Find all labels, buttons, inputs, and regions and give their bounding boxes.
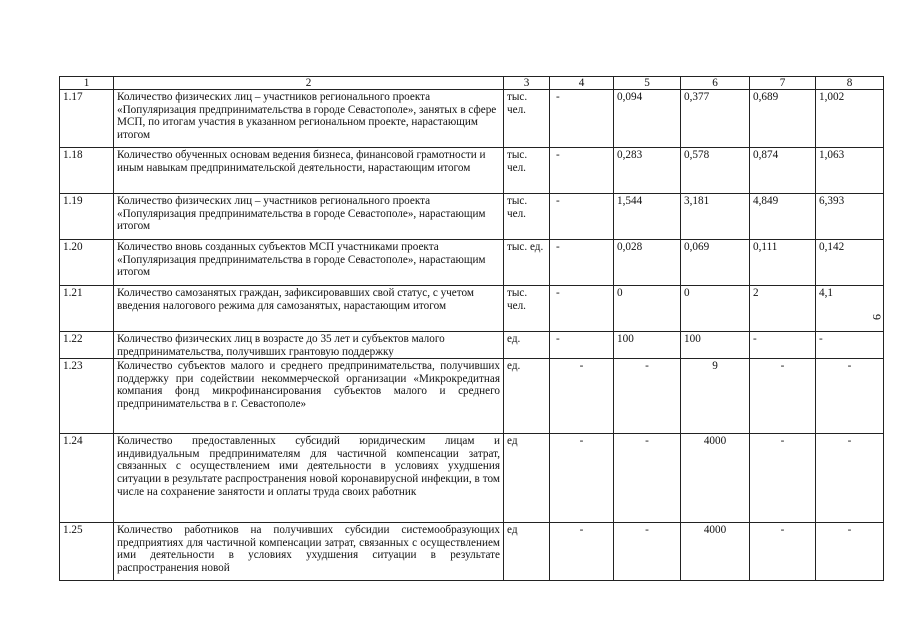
value-col-7: - <box>750 434 816 523</box>
indicator-description: Количество работников на получивших субсидии системообразующих предприятиях для частичной компенсации затрат, связанных с осуществлением ими деятельности в условиях ухудшения ситуации в результате распространения новой <box>114 523 504 581</box>
row-number: 1.17 <box>60 90 114 148</box>
value-col-5: 100 <box>614 332 681 359</box>
value-col-7: 0,874 <box>750 148 816 194</box>
table-row <box>60 90 884 148</box>
value-col-7: 0,111 <box>750 240 816 286</box>
value-col-8: 1,063 <box>816 148 884 194</box>
table-row <box>60 194 884 240</box>
unit-cell: ед. <box>504 332 550 359</box>
value-col-6: 0 <box>681 286 750 332</box>
unit-cell: тыс. чел. <box>504 194 550 240</box>
header-cell: 1 <box>60 77 114 90</box>
indicator-description: Количество обученных основам ведения бизнеса, финансовой грамотности и иным навыкам предпринимательской деятельности, нарастающим итогом <box>114 148 504 194</box>
value-col-5: - <box>614 359 681 434</box>
indicator-description: Количество физических лиц – участников регионального проекта «Популяризация предпринимательства в городе Севастополе», нарастающим итогом <box>114 194 504 240</box>
indicator-description: Количество предоставленных субсидий юридическим лицам и индивидуальным предпринимателям для частичной компенсации затрат, связанных с осуществлением ими деятельности в условиях ухудшения ситуации в результате распространения новой коронавирусной инфекции, в том числе на сохранение занятости и оплаты труда своих работник <box>114 434 504 523</box>
value-col-8: 0,142 <box>816 240 884 286</box>
value-col-8: - <box>816 434 884 523</box>
unit-cell: тыс. чел. <box>504 90 550 148</box>
row-number: 1.20 <box>60 240 114 286</box>
value-col-8: - <box>816 523 884 581</box>
value-col-5: 0,028 <box>614 240 681 286</box>
header-cell: 7 <box>750 77 816 90</box>
value-col-6: 100 <box>681 332 750 359</box>
indicator-description: Количество вновь созданных субъектов МСП участниками проекта «Популяризация предпринимательства в городе Севастополе», нарастающим итогом <box>114 240 504 286</box>
unit-cell: тыс. чел. <box>504 286 550 332</box>
indicator-description: Количество субъектов малого и среднего предпринимательства, получивших поддержку при содействии некоммерческой организации «Микрокредитная компания фонд микрофинансирования субъектов малого и среднего предпринимательства в г. Севастополе» <box>114 359 504 434</box>
header-row <box>60 77 884 90</box>
value-col-4: - <box>550 332 614 359</box>
unit-cell: ед. <box>504 359 550 434</box>
value-col-5: 0 <box>614 286 681 332</box>
unit-cell: ед <box>504 523 550 581</box>
row-number: 1.19 <box>60 194 114 240</box>
value-col-7: 4,849 <box>750 194 816 240</box>
value-col-4: - <box>550 240 614 286</box>
value-col-6: 9 <box>681 359 750 434</box>
value-col-7: - <box>750 359 816 434</box>
table-row <box>60 332 884 359</box>
value-col-4: - <box>550 90 614 148</box>
value-col-4: - <box>550 434 614 523</box>
value-col-5: 1,544 <box>614 194 681 240</box>
value-col-7: - <box>750 332 816 359</box>
header-cell: 5 <box>614 77 681 90</box>
value-col-4: - <box>550 286 614 332</box>
indicator-description: Количество самозанятых граждан, зафиксировавших свой статус, с учетом введения налогового режима для самозанятых, нарастающим итогом <box>114 286 504 332</box>
header-cell: 4 <box>550 77 614 90</box>
value-col-7: - <box>750 523 816 581</box>
value-col-8: 4,1 <box>816 286 884 332</box>
row-number: 1.25 <box>60 523 114 581</box>
row-number: 1.22 <box>60 332 114 359</box>
row-number: 1.21 <box>60 286 114 332</box>
value-col-5: - <box>614 523 681 581</box>
value-col-6: 4000 <box>681 434 750 523</box>
value-col-5: - <box>614 434 681 523</box>
value-col-4: - <box>550 148 614 194</box>
table-row <box>60 286 884 332</box>
row-number: 1.24 <box>60 434 114 523</box>
value-col-6: 0,578 <box>681 148 750 194</box>
header-cell: 2 <box>114 77 504 90</box>
unit-cell: тыс. ед. <box>504 240 550 286</box>
table-row <box>60 523 884 581</box>
unit-cell: ед <box>504 434 550 523</box>
unit-cell: тыс. чел. <box>504 148 550 194</box>
value-col-6: 4000 <box>681 523 750 581</box>
value-col-8: - <box>816 359 884 434</box>
table-row <box>60 148 884 194</box>
value-col-8: 1,002 <box>816 90 884 148</box>
page-number: 9 <box>870 314 884 320</box>
value-col-5: 0,283 <box>614 148 681 194</box>
value-col-8: 6,393 <box>816 194 884 240</box>
table-row <box>60 434 884 523</box>
header-cell: 6 <box>681 77 750 90</box>
value-col-4: - <box>550 359 614 434</box>
value-col-7: 2 <box>750 286 816 332</box>
table-row <box>60 240 884 286</box>
value-col-8: - <box>816 332 884 359</box>
row-number: 1.18 <box>60 148 114 194</box>
value-col-6: 0,069 <box>681 240 750 286</box>
indicator-description: Количество физических лиц в возрасте до 35 лет и субъектов малого предпринимательства, получивших грантовую поддержку <box>114 332 504 359</box>
value-col-7: 0,689 <box>750 90 816 148</box>
value-col-6: 3,181 <box>681 194 750 240</box>
table-row <box>60 359 884 434</box>
value-col-5: 0,094 <box>614 90 681 148</box>
value-col-4: - <box>550 194 614 240</box>
value-col-4: - <box>550 523 614 581</box>
indicators-table <box>59 76 884 581</box>
row-number: 1.23 <box>60 359 114 434</box>
value-col-6: 0,377 <box>681 90 750 148</box>
indicator-description: Количество физических лиц – участников регионального проекта «Популяризация предпринимательства в городе Севастополе», занятых в сфере МСП, по итогам участия в указанном региональном проекте, нарастающим итогом <box>114 90 504 148</box>
header-cell: 8 <box>816 77 884 90</box>
header-cell: 3 <box>504 77 550 90</box>
